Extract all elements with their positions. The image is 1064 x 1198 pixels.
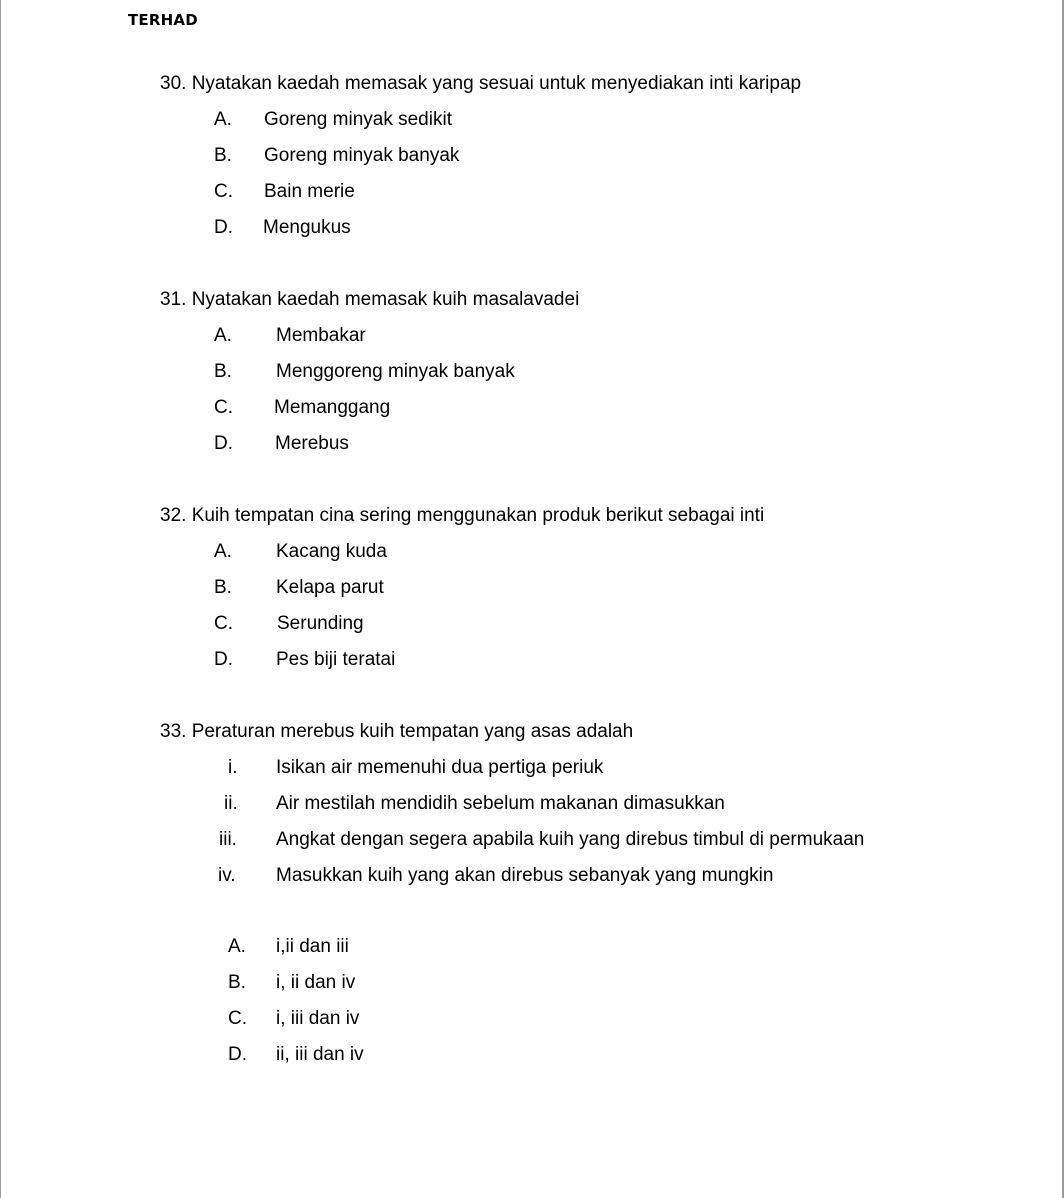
statement-text: Air mestilah mendidih sebelum makanan dimasukkan	[276, 793, 725, 814]
classification-label: TERHAD	[128, 11, 198, 29]
option-letter: D.	[214, 649, 233, 670]
option-text: Goreng minyak banyak	[264, 145, 460, 166]
statement-text: Masukkan kuih yang akan direbus sebanyak yang mungkin	[276, 865, 774, 886]
option-text: ii, iii dan iv	[276, 1044, 364, 1065]
option-text: Serunding	[277, 613, 364, 634]
statement-number: iv.	[218, 865, 236, 886]
option-text: i, ii dan iv	[276, 972, 356, 993]
option-letter: C.	[214, 397, 233, 418]
statement-text: Isikan air memenuhi dua pertiga periuk	[276, 757, 604, 778]
page-border-left	[0, 0, 1, 1198]
question-stem: 32. Kuih tempatan cina sering menggunakan produk berikut sebagai inti	[160, 505, 765, 526]
statement-number: ii.	[224, 793, 238, 814]
option-letter: A.	[214, 109, 232, 130]
option-text: Menggoreng minyak banyak	[276, 361, 515, 382]
option-letter: D.	[228, 1044, 247, 1065]
option-letter: B.	[214, 577, 232, 598]
question-stem: 30. Nyatakan kaedah memasak yang sesuai untuk menyediakan inti karipap	[160, 73, 802, 94]
option-letter: D.	[214, 433, 233, 454]
option-letter: C.	[214, 181, 233, 202]
question-stem: 33. Peraturan merebus kuih tempatan yang asas adalah	[160, 721, 634, 742]
option-letter: B.	[214, 361, 232, 382]
option-letter: B.	[214, 145, 232, 166]
statement-number: iii.	[219, 829, 237, 850]
option-text: Merebus	[275, 433, 349, 454]
option-text: Kelapa parut	[276, 577, 384, 598]
option-text: Goreng minyak sedikit	[264, 109, 452, 130]
option-letter: C.	[228, 1008, 247, 1029]
option-text: Mengukus	[263, 217, 351, 238]
option-text: Kacang kuda	[276, 541, 387, 562]
option-letter: C.	[214, 613, 233, 634]
option-text: Membakar	[276, 325, 366, 346]
option-letter: D.	[214, 217, 233, 238]
option-text: Memanggang	[274, 397, 391, 418]
statement-text: Angkat dengan segera apabila kuih yang direbus timbul di permukaan	[276, 829, 865, 850]
option-letter: A.	[214, 541, 232, 562]
option-text: i,ii dan iii	[276, 936, 349, 957]
option-letter: B.	[228, 972, 246, 993]
question-stem: 31. Nyatakan kaedah memasak kuih masalavadei	[160, 289, 580, 310]
option-letter: A.	[228, 936, 246, 957]
option-text: i, iii dan iv	[276, 1008, 360, 1029]
option-text: Pes biji teratai	[276, 649, 396, 670]
option-text: Bain merie	[264, 181, 355, 202]
statement-number: i.	[228, 757, 238, 778]
option-letter: A.	[214, 325, 232, 346]
